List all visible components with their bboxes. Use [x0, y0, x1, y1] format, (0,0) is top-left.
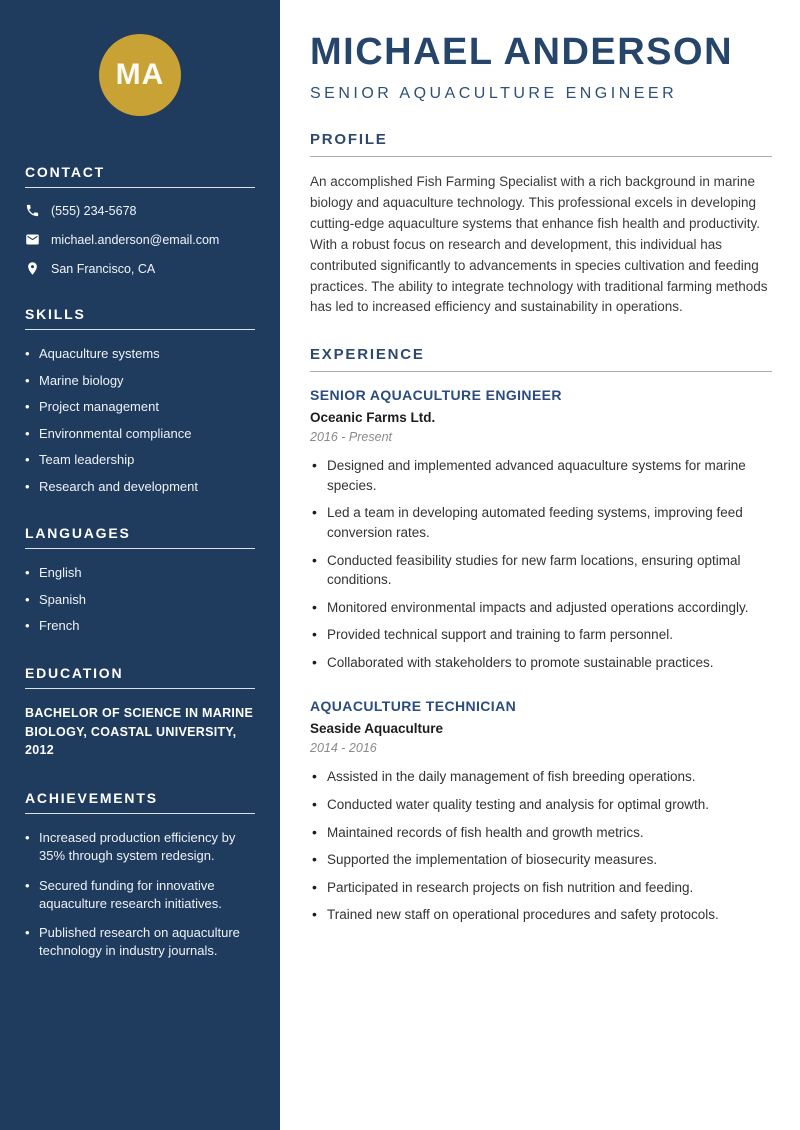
languages-section [25, 525, 255, 635]
languages-list [25, 564, 255, 635]
skills-section [25, 306, 255, 495]
job-entry-1 [310, 387, 772, 672]
job-bullet: • Conducted feasibility studies for new farm locations, ensuring optimal conditions. [310, 551, 772, 590]
achievement-item: • Increased production efficiency by 35% through system redesign. [25, 829, 255, 865]
email-icon [25, 232, 40, 247]
education-heading: EDUCATION [25, 665, 255, 689]
contact-heading: CONTACT [25, 164, 255, 188]
experience-section [310, 346, 772, 924]
contact-location-text: San Francisco, CA [51, 261, 156, 276]
contact-email-row [25, 232, 255, 247]
person-title: SENIOR AQUACULTURE ENGINEER [310, 84, 678, 102]
job-company: Seaside Aquaculture [310, 721, 444, 737]
job-bullet-list [310, 767, 772, 924]
job-bullet: • Trained new staff on operational procedures and safety protocols. [310, 905, 772, 925]
job-bullet: • Collaborated with stakeholders to promote sustainable practices. [310, 653, 772, 673]
person-name: MICHAEL ANDERSON [310, 31, 734, 73]
education-degree: BACHELOR OF SCIENCE IN MARINE BIOLOGY, COASTAL UNIVERSITY, 2012 [25, 705, 254, 758]
skill-item: • Team leadership [25, 451, 255, 469]
job-bullet: • Participated in research projects on fish nutrition and feeding. [310, 878, 772, 898]
job-bullet: • Maintained records of fish health and growth metrics. [310, 823, 772, 843]
achievements-list [25, 829, 255, 960]
job-bullet: • Assisted in the daily management of fish breeding operations. [310, 767, 772, 787]
language-item: • English [25, 564, 255, 582]
skill-item: • Research and development [25, 478, 255, 496]
location-icon [25, 261, 40, 276]
profile-heading: PROFILE [310, 131, 772, 157]
education-section [25, 665, 255, 760]
job-dates: 2016 - Present [310, 430, 392, 445]
skill-item: • Environmental compliance [25, 425, 255, 443]
job-bullet: • Designed and implemented advanced aquaculture systems for marine species. [310, 456, 772, 495]
job-entry-2 [310, 698, 772, 924]
achievement-item: • Published research on aquaculture technology in industry journals. [25, 924, 255, 960]
languages-heading: LANGUAGES [25, 525, 255, 549]
main-content [280, 0, 800, 1130]
skills-list [25, 345, 255, 495]
job-bullet-list [310, 456, 772, 672]
contact-phone-row [25, 203, 255, 218]
achievements-heading: ACHIEVEMENTS [25, 790, 255, 814]
contact-email-text: michael.anderson@email.com [51, 232, 220, 247]
contact-section [25, 164, 255, 276]
contact-location-row [25, 261, 255, 276]
language-item: • Spanish [25, 591, 255, 609]
achievement-item: • Secured funding for innovative aquaculture research initiatives. [25, 877, 255, 913]
skill-item: • Marine biology [25, 372, 255, 390]
avatar [99, 34, 181, 116]
job-dates: 2014 - 2016 [310, 741, 377, 756]
skills-heading: SKILLS [25, 306, 255, 330]
avatar-initials: MA [115, 58, 165, 91]
language-item: • French [25, 617, 255, 635]
job-bullet: • Monitored environmental impacts and adjusted operations accordingly. [310, 598, 772, 618]
sidebar [0, 0, 280, 1130]
experience-heading: EXPERIENCE [310, 346, 772, 372]
job-bullet: • Supported the implementation of biosecurity measures. [310, 850, 772, 870]
achievements-section [25, 790, 255, 960]
job-bullet: • Conducted water quality testing and analysis for optimal growth. [310, 795, 772, 815]
contact-phone-text: (555) 234-5678 [51, 203, 137, 218]
job-role: SENIOR AQUACULTURE ENGINEER [310, 387, 562, 404]
profile-section [310, 131, 772, 318]
skill-item: • Project management [25, 398, 255, 416]
job-role: AQUACULTURE TECHNICIAN [310, 698, 517, 715]
job-bullet: • Provided technical support and training to farm personnel. [310, 625, 772, 645]
profile-text: An accomplished Fish Farming Specialist with a rich background in marine biology and aquaculture technology. This professional excels in developing cutting-edge aquaculture systems that enhance fish health and productivity. With a robust focus on research and development, this individual has contributed significantly to advancements in species cultivation and feeding practices. The ability to integrate technology with traditional farming methods has led to increased efficiency and sustainability in operations. [310, 173, 768, 315]
job-bullet: • Led a team in developing automated feeding systems, improving feed conversion rates. [310, 503, 772, 542]
skill-item: • Aquaculture systems [25, 345, 255, 363]
job-company: Oceanic Farms Ltd. [310, 410, 436, 426]
phone-icon [25, 203, 40, 218]
